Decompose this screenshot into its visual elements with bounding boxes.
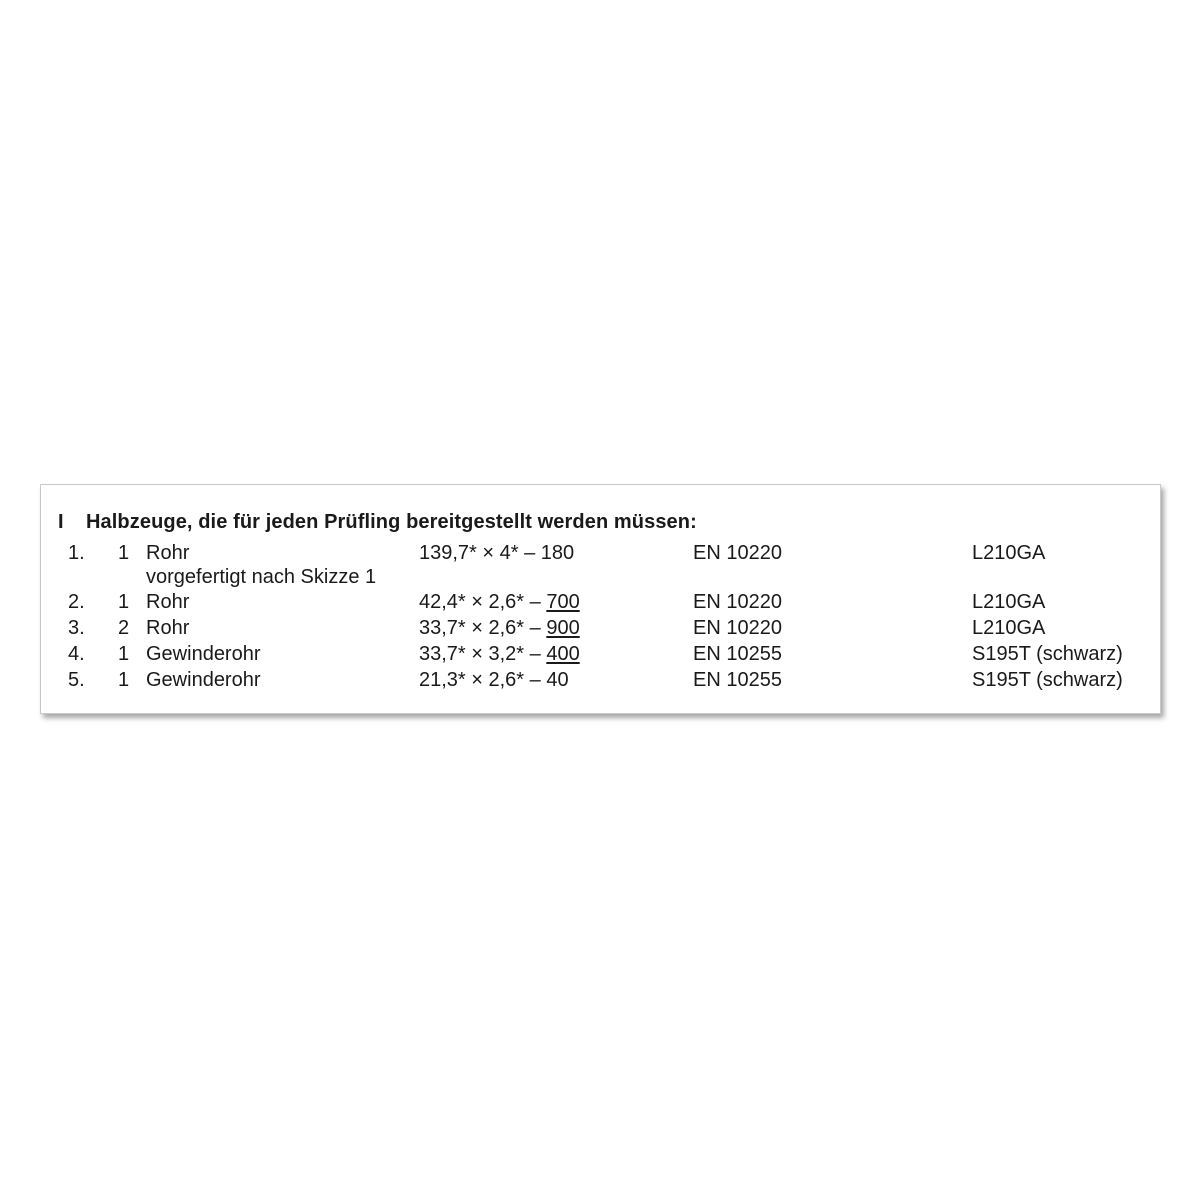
dimension-prefix: 33,7* × 3,2* – xyxy=(419,643,547,665)
item-name: Rohr xyxy=(146,617,190,639)
dimension-prefix: 42,4* × 2,6* – xyxy=(419,591,547,613)
item-number: 2. xyxy=(68,591,85,613)
item-name: Gewinderohr xyxy=(146,643,261,665)
item-name: Rohr xyxy=(146,591,190,613)
item-dimensions xyxy=(419,542,574,565)
list-item xyxy=(41,589,1160,615)
item-number: 4. xyxy=(68,643,85,665)
item-material: S195T (schwarz) xyxy=(972,669,1123,691)
item-quantity: 1 xyxy=(118,591,130,613)
item-material: L210GA xyxy=(972,617,1046,639)
materials-list xyxy=(41,540,1160,693)
item-norm: EN 10255 xyxy=(693,643,782,665)
item-quantity: 1 xyxy=(118,542,130,564)
list-item xyxy=(41,667,1160,693)
item-dimensions xyxy=(419,643,580,666)
dimension-length: 40 xyxy=(546,669,569,691)
item-note: vorgefertigt nach Skizze 1 xyxy=(146,566,377,588)
item-norm: EN 10220 xyxy=(693,617,782,639)
item-name: Gewinderohr xyxy=(146,669,261,691)
item-name: Rohr xyxy=(146,542,190,564)
item-number: 3. xyxy=(68,617,85,639)
dimension-length: 900 xyxy=(546,617,580,639)
section-title: Halbzeuge, die für jeden Prüfling bereitgestellt werden müssen: xyxy=(86,511,697,533)
item-quantity: 2 xyxy=(118,617,130,639)
item-norm: EN 10220 xyxy=(693,542,782,564)
dimension-length: 180 xyxy=(540,542,575,564)
dimension-prefix: 33,7* × 2,6* – xyxy=(419,617,547,639)
item-norm: EN 10255 xyxy=(693,669,782,691)
item-quantity: 1 xyxy=(118,643,130,665)
dimension-prefix: 21,3* × 2,6* – xyxy=(419,669,547,691)
item-material: L210GA xyxy=(972,542,1046,564)
section-number: I xyxy=(58,511,64,533)
item-norm: EN 10220 xyxy=(693,591,782,613)
item-number: 5. xyxy=(68,669,85,691)
item-quantity: 1 xyxy=(118,669,130,691)
list-item xyxy=(41,641,1160,667)
item-dimensions xyxy=(419,591,580,614)
item-dimensions xyxy=(419,669,569,692)
item-material: L210GA xyxy=(972,591,1046,613)
list-item xyxy=(41,615,1160,641)
item-material: S195T (schwarz) xyxy=(972,643,1123,665)
dimension-prefix: 139,7* × 4* – xyxy=(419,542,541,564)
item-number: 1. xyxy=(68,542,85,564)
materials-list-card xyxy=(40,484,1161,714)
section-heading xyxy=(58,511,697,534)
dimension-length: 700 xyxy=(546,591,580,613)
item-dimensions xyxy=(419,617,580,640)
list-item xyxy=(41,540,1160,589)
dimension-length: 400 xyxy=(546,643,580,665)
